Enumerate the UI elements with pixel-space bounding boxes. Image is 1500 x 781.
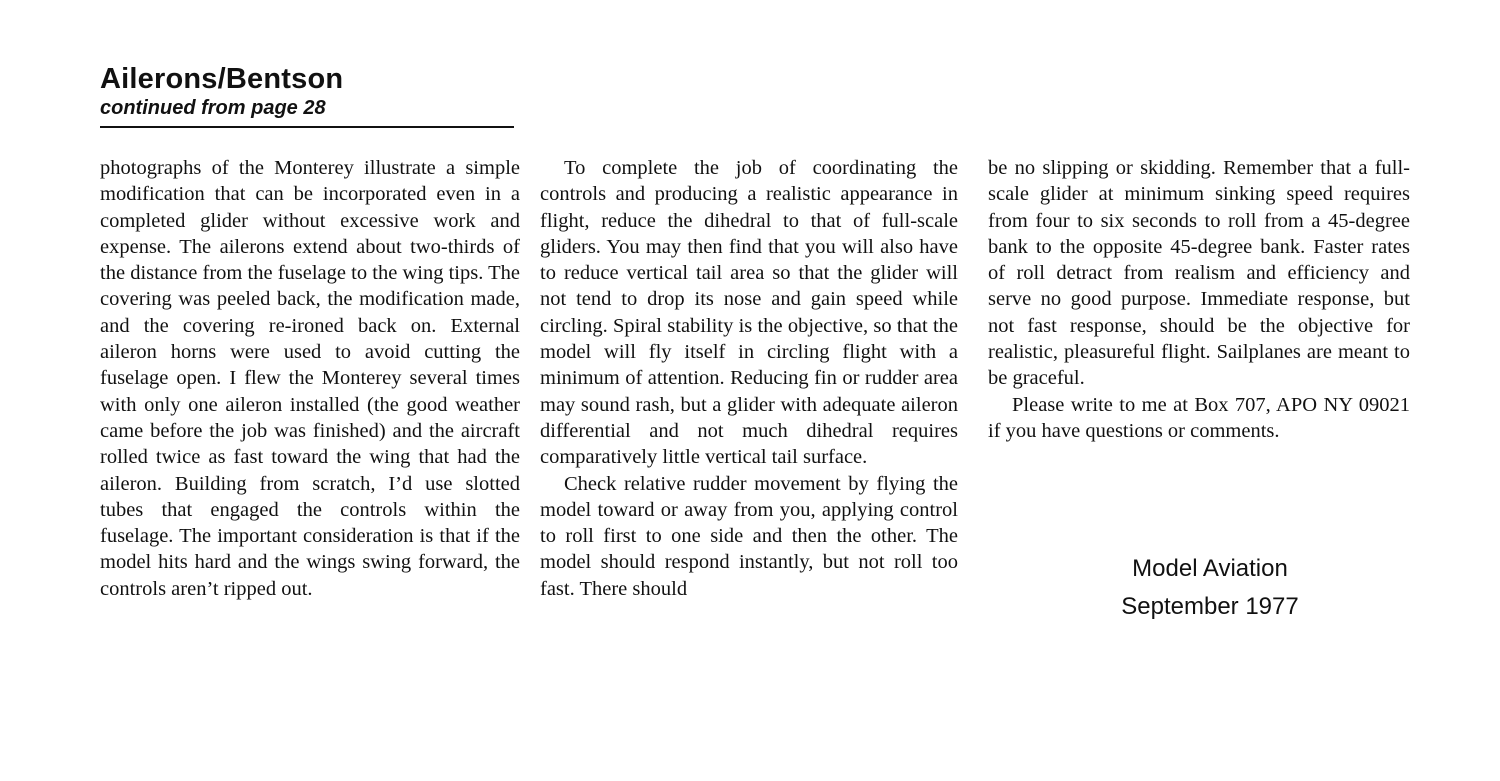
article-header — [100, 62, 514, 128]
publication-issue: September 1977 — [1121, 593, 1299, 620]
header-divider — [100, 126, 514, 128]
paragraph: photographs of the Monterey illustrate a simple modification that can be incorporated even in a completed glider without excessive work and expense. The ailerons extend about two-thirds of the distance from the fuselage to the wing tips. The covering was peeled back, the modification made, and the covering re-ironed back on. External aileron horns were used to avoid cutting the fuselage open. I flew the Monterey several times with only one aileron installed (the good weather came before the job was finished) and the aircraft rolled twice as fast toward the wing that had the aileron. Building from scratch, I’d use slotted tubes that engaged the controls within the fuselage. The important consideration is that if the model hits hard and the wings swing forward, the controls aren’t ripped out. — [100, 157, 520, 600]
paragraph: To complete the job of coordinating the controls and producing a realistic appearance in flight, reduce the dihedral to that of full-scale gliders. You may then find that you will also have to reduce vertical tail area so that the glider will not tend to drop its nose and gain speed while circling. Spiral stability is the objective, so that the model will fly itself in circling flight with a minimum of attention. Reducing fin or rudder area may sound rash, but a glider with adequate aileron differential and not much dihedral requires comparatively little vertical tail surface. — [540, 157, 958, 469]
text-column-1 — [100, 155, 520, 602]
paragraph: be no slipping or skidding. Remember that a full-scale glider at minimum sinking speed requires from four to six seconds to roll from a 45-degree bank to the opposite 45-degree bank. Faster rates of roll detract from realism and efficiency and serve no good purpose. Immediate response, but not fast response, should be the objective for realistic, pleasureful flight. Sailplanes are meant to be graceful. — [988, 157, 1410, 390]
text-column-3 — [988, 155, 1410, 444]
publication-credit — [1040, 550, 1380, 626]
publication-name: Model Aviation — [1132, 555, 1288, 582]
paragraph: Please write to me at Box 707, APO NY 09021 if you have questions or comments. — [988, 393, 1410, 442]
text-column-2 — [540, 155, 958, 602]
article-title: Ailerons/Bentson — [100, 63, 344, 95]
paragraph: Check relative rudder movement by flying the model toward or away from you, applying control to roll first to one side and then the other. The model should respond instantly, but not roll too fast. There should — [540, 472, 958, 600]
continued-from-note: continued from page 28 — [100, 97, 326, 119]
